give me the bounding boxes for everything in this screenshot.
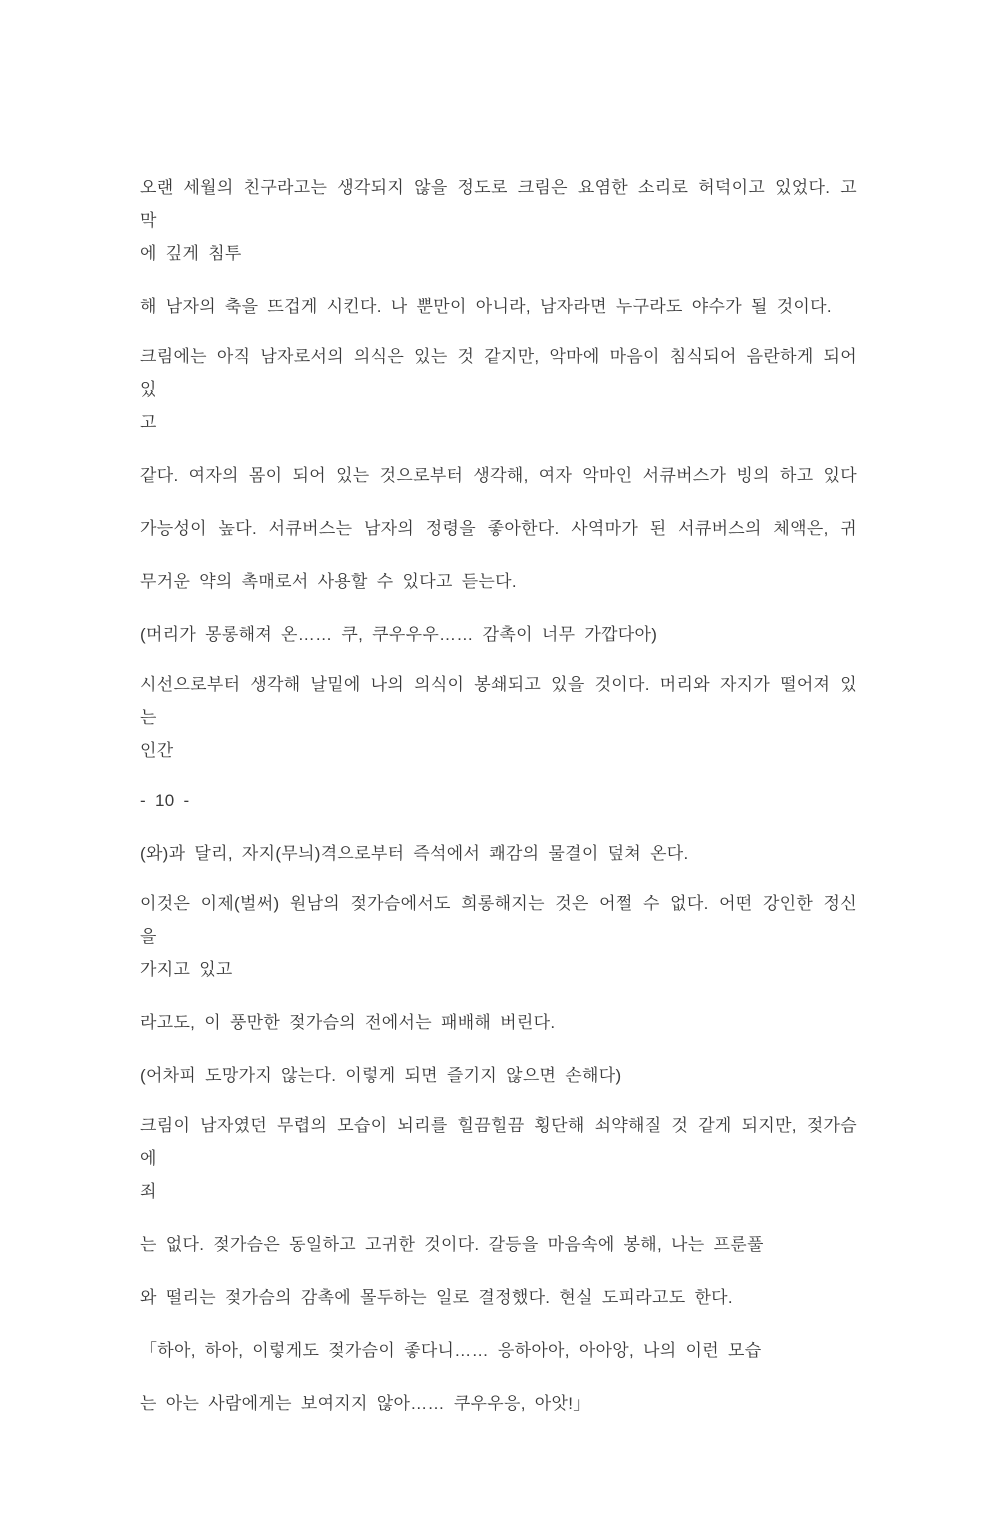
text-line: 가능성이 높다. 서큐버스는 남자의 정령을 좋아한다. 사역마가 된 서큐버스의 체액은, 귀 [140, 519, 857, 538]
text-line: 해 남자의 축을 뜨겁게 시킨다. 나 뿐만이 아니라, 남자라면 누구라도 야수가 될 것이다. [140, 297, 832, 316]
text-line: 와 떨리는 젖가슴의 감촉에 몰두하는 일로 결정했다. 현실 도피라고도 한다. [140, 1288, 733, 1307]
text-line: 이것은 이제(벌써) 원남의 젖가슴에서도 희롱해지는 것은 어쩔 수 없다. 어떤 강인한 정신을 [140, 894, 857, 946]
text-line: 는 없다. 젖가슴은 동일하고 고귀한 것이다. 갈등을 마음속에 봉해, 나는 프룬풀 [140, 1235, 764, 1254]
text-line: (어차피 도망가지 않는다. 이렇게 되면 즐기지 않으면 손해다) [140, 1066, 622, 1085]
text-line: 크림이 남자였던 무렵의 모습이 뇌리를 힐끔힐끔 횡단해 쇠약해질 것 같게 되지만, 젖가슴에 [140, 1116, 857, 1168]
text-line: 죄 [140, 1182, 157, 1201]
page-number-marker: - 10 - [140, 791, 190, 810]
text-line: 는 아는 사람에게는 보여지지 않아…… 쿠우우응, 아앗!」 [140, 1394, 591, 1413]
text-line: (와)과 달리, 자지(무늬)격으로부터 즉석에서 쾌감의 물결이 덮쳐 온다. [140, 844, 689, 863]
text-line: 무거운 약의 촉매로서 사용할 수 있다고 듣는다. [140, 572, 517, 591]
text-line: 「하아, 하아, 이렇게도 젖가슴이 좋다니…… 응하아아, 아아앙, 나의 이런 모습 [140, 1341, 762, 1360]
text-line: 같다. 여자의 몸이 되어 있는 것으로부터 생각해, 여자 악마인 서큐버스가 빙의 하고 있다 [140, 466, 857, 485]
text-line: 에 깊게 침투 [140, 244, 242, 263]
text-line: 오랜 세월의 친구라고는 생각되지 않을 정도로 크림은 요염한 소리로 허덕이고 있었다. 고막 [140, 178, 857, 230]
text-line: (머리가 몽롱해져 온…… 쿠, 쿠우우우…… 감촉이 너무 가깝다아) [140, 625, 658, 644]
text-line: 크림에는 아직 남자로서의 의식은 있는 것 같지만, 악마에 마음이 침식되어 음란하게 되어 있 [140, 347, 857, 399]
text-line: 인간 [140, 741, 174, 760]
text-line: 고 [140, 413, 157, 432]
text-line: 가지고 있고 [140, 960, 233, 979]
text-line: 시선으로부터 생각해 날밑에 나의 의식이 봉쇄되고 있을 것이다. 머리와 자지가 떨어져 있는 [140, 675, 857, 727]
text-line: 라고도, 이 풍만한 젖가슴의 전에서는 패배해 버린다. [140, 1013, 556, 1032]
